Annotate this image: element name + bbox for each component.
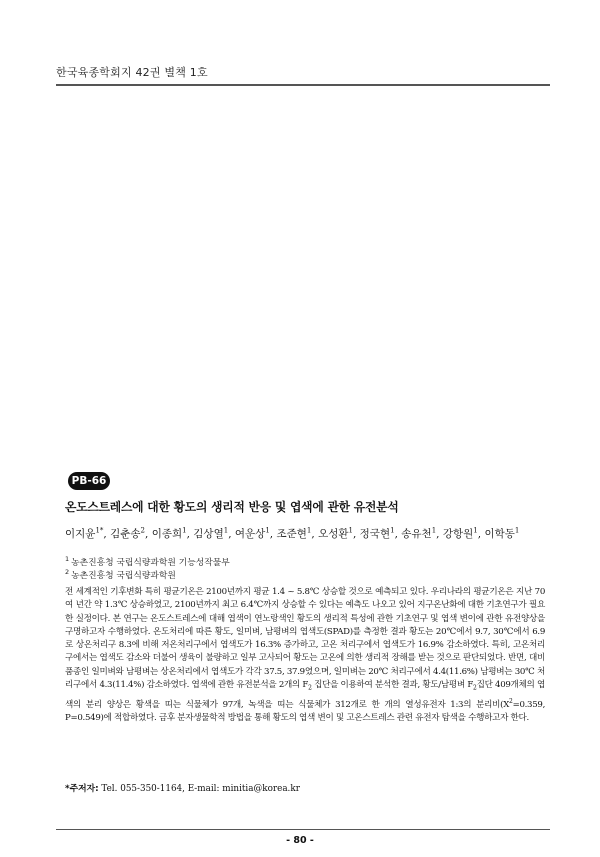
author-sup: 1: [390, 526, 395, 535]
author: 김상열: [193, 528, 224, 540]
abstract-sup: 2: [509, 698, 513, 706]
affiliation-1: [65, 555, 230, 568]
author: 정국현: [359, 528, 391, 540]
author-sup: 1*: [95, 526, 104, 535]
author-sup: 1: [182, 526, 187, 535]
page-number: - 80 -: [286, 835, 314, 846]
affiliation-sup: 2: [65, 568, 70, 577]
abstract-id-badge: PB-66: [68, 472, 110, 490]
author-sup: 1: [348, 526, 353, 535]
footer-rule: [56, 829, 550, 830]
author-sup: 2: [140, 526, 145, 535]
affiliation-sup: 1: [65, 555, 70, 564]
author: 조준현: [276, 528, 307, 540]
abstract-body: [65, 586, 545, 726]
author-sup: 1: [265, 526, 270, 535]
author: 강항원: [442, 528, 474, 540]
contact-label: *주저자:: [65, 784, 99, 794]
abstract-text: 집단을 이용하여 분석한 결과, 황도/남평벼 F: [311, 680, 474, 691]
journal-header: 한국육종학회지 42권 별책 1호: [56, 66, 208, 79]
abstract-text: 전 세계적인 기후변화 특히 평균기온은 2100년까지 평균 1.4 ~ 5.8℃ 상승할 것으로 예측되고 있다. 우리나라의 평균기온은 지난 70여 년간 약 1.3℃ 상승하였고, 2100년까지 최고 6.4℃까지 상승할 수 있다는 예측도 나오고 있어 지구온난화에 대한 기초연구가 필요한 실정이다. 본 연구는 온도스트레스에 대해 엽색이 연노랑색인 황도의 생리적 특성에 관한 기초연구 및 엽색 변이에 관한 유전양상을 구명하고자 수행하였다. 온도처리에 따른 황도, 일미벼, 남평벼의 엽색도(SPAD)를 측정한 결과 황도는 20℃에서 9.7, 30℃에서 6.9로 상온처리구 8.3에 비해 저온처리구에서 엽색도가 16.3% 증가하고, 고온 처리구에서 엽색도가 16.9% 감소하였다. 특히, 고온처리구에서는 엽색도 감소와 더불어 생육이 불량하고 일부 고사되어 황도는 고온에 의한 생리적 장해를 받는 것으로 판단되었다. 반면, 대비품종인 일미벼와 남평벼는 상온처리에서 엽색도가 각각 37.5, 37.9였으며, 일미벼는 20℃ 처리구에서 4.4(11.6%) 남평벼는 30℃ 처리구에서 4.3(11.4%) 감소하였다. 엽색에 관한 유전분석을 2개의 F: [65, 587, 545, 691]
author-sup: 1: [431, 526, 437, 535]
author: 김춘송: [110, 528, 141, 540]
author-sup: 1: [306, 526, 312, 535]
header-rule: [56, 84, 550, 86]
contact-line: [65, 781, 300, 794]
author: 이학동: [484, 528, 515, 540]
author: 이지윤: [65, 528, 96, 540]
abstract-text: =0.359, P=0.549)에 적합하였다. 금후 분자생물학적 방법을 통해 황도의 엽색 변이 및 고온스트레스 관련 유전자 탐색을 수행하고자 한다.: [65, 699, 545, 724]
affiliation-2: [65, 568, 176, 581]
abstract-sub: 2: [308, 684, 312, 692]
contact-text: Tel. 055-350-1164, E-mail: minitia@korea.kr: [101, 784, 300, 794]
author-sup: 1: [514, 526, 520, 535]
author: 송유천: [401, 528, 432, 540]
author: 오성환: [318, 528, 349, 540]
abstract-text: 집단 409개체의 엽색의 분리 양상은 황색을 띠는 식물체가 97개, 녹색을 띠는 식물체가 312개로 한 개의 열성유전자 1:3의 분리비(X: [65, 680, 545, 710]
affiliation-text: 농촌진흥청 국립식량과학원 기능성작물부: [71, 558, 230, 568]
affiliation-text: 농촌진흥청 국립식량과학원: [71, 571, 176, 581]
author-sup: 1: [223, 526, 229, 535]
author: 이종희: [151, 528, 183, 540]
paper-title: 온도스트레스에 대한 황도의 생리적 반응 및 엽색에 관한 유전분석: [65, 500, 399, 514]
author-list: 이지윤$^{1*}$, 김춘송$^2$, 이종희$^1$, 김상열$^1$, 여운상$^1$, 조준현$^1$, 오성환$^1$, 정국현$^1$, 송유천$^1$, 강항원$^1$, 이학동$^1$: [65, 526, 520, 540]
abstract-sub: 2: [473, 684, 477, 692]
author: 여운상: [234, 528, 266, 540]
author-sup: 1: [473, 526, 478, 535]
